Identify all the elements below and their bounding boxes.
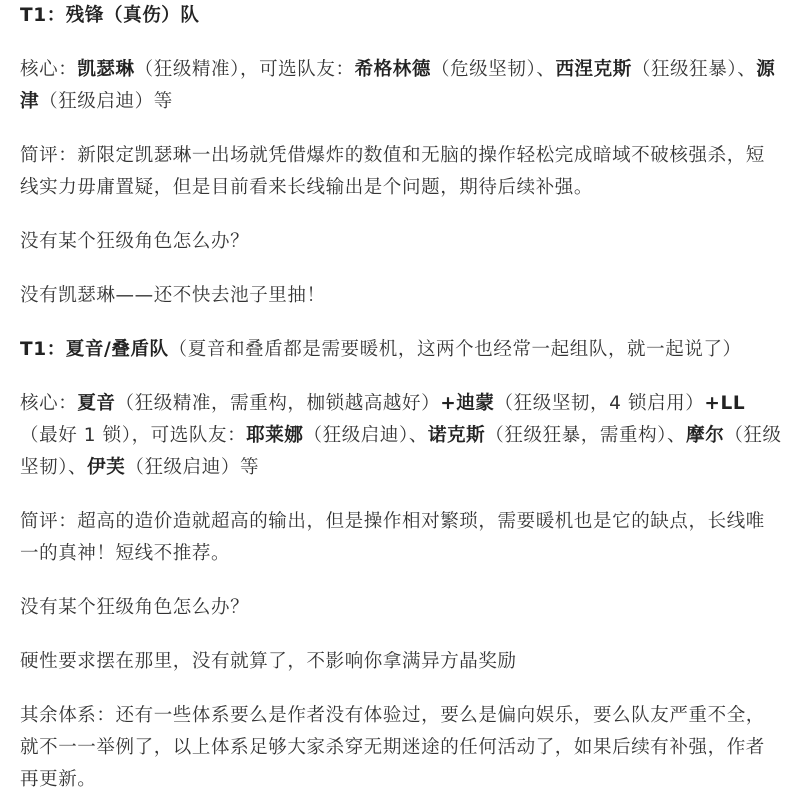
team2-answer: 硬性要求摆在那里，没有就算了，不影响你拿满异方晶奖励 [20, 651, 517, 672]
team1-review: 简评：新限定凯瑟琳一出场就凭借爆炸的数值和无脑的操作轻松完成暗域不破核强杀，短线实力毋庸置疑，但是目前看来长线输出是个问题，期待后续补强。 [20, 145, 765, 198]
team2-review: 简评：超高的造价造就超高的输出，但是操作相对繁琐，需要暖机也是它的缺点，长线唯一的真神！短线不推荐。 [20, 511, 765, 564]
team1-heading [20, 0, 782, 32]
team1-core-paragraph: 核心：凯瑟琳（狂级精准），可选队友：希格林德（危级坚韧）、西涅克斯（狂级狂暴）、源津（狂级启迪）等 [20, 59, 776, 112]
team2-core-paragraph: 核心：夏音（狂级精准，需重构，枷锁越高越好）+迪蒙（狂级坚韧，4 锁启用）+LL（最好 1 锁），可选队友：耶莱娜（狂级启迪）、诺克斯（狂级狂暴，需重构）、摩尔（狂级坚韧）、伊芙（狂级启迪）等 [20, 393, 782, 478]
teammate-name: 诺克斯 [427, 425, 486, 446]
core-character: 凯瑟琳 [77, 59, 135, 80]
core-character: +迪蒙 [440, 393, 495, 414]
teammate-name: 源津 [20, 59, 776, 112]
team2-heading-text: T1：夏音/叠盾队 [20, 339, 169, 360]
team2-heading-note: （夏音和叠盾都是需要暖机，这两个也经常一起组队，就一起说了） [168, 339, 742, 360]
team1-question: 没有某个狂级角色怎么办？ [20, 231, 250, 252]
core-label: 核心： [20, 59, 78, 80]
article-body [20, 0, 782, 796]
core-label: 核心： [20, 393, 78, 414]
teammate-name: 耶莱娜 [246, 425, 304, 446]
teammate-name: 摩尔 [686, 425, 725, 446]
team2-question: 没有某个狂级角色怎么办？ [20, 597, 250, 618]
core-character: +LL [704, 393, 746, 414]
team1-answer: 没有凯瑟琳——还不快去池子里抽！ [20, 285, 326, 306]
core-character: 夏音 [77, 393, 116, 414]
teammate-name: 伊芙 [87, 457, 126, 478]
other-systems-paragraph: 其余体系：还有一些体系要么是作者没有体验过，要么是偏向娱乐，要么队友严重不全，就不一一举例了，以上体系足够大家杀穿无期迷途的任何活动了，如果后续有补强，作者再更新。 [20, 705, 765, 790]
team1-heading-text: T1：残锋（真伤）队 [20, 5, 200, 26]
team2-heading [20, 334, 782, 366]
teammate-name: 希格林德 [354, 59, 431, 80]
teammate-name: 西涅克斯 [555, 59, 632, 80]
